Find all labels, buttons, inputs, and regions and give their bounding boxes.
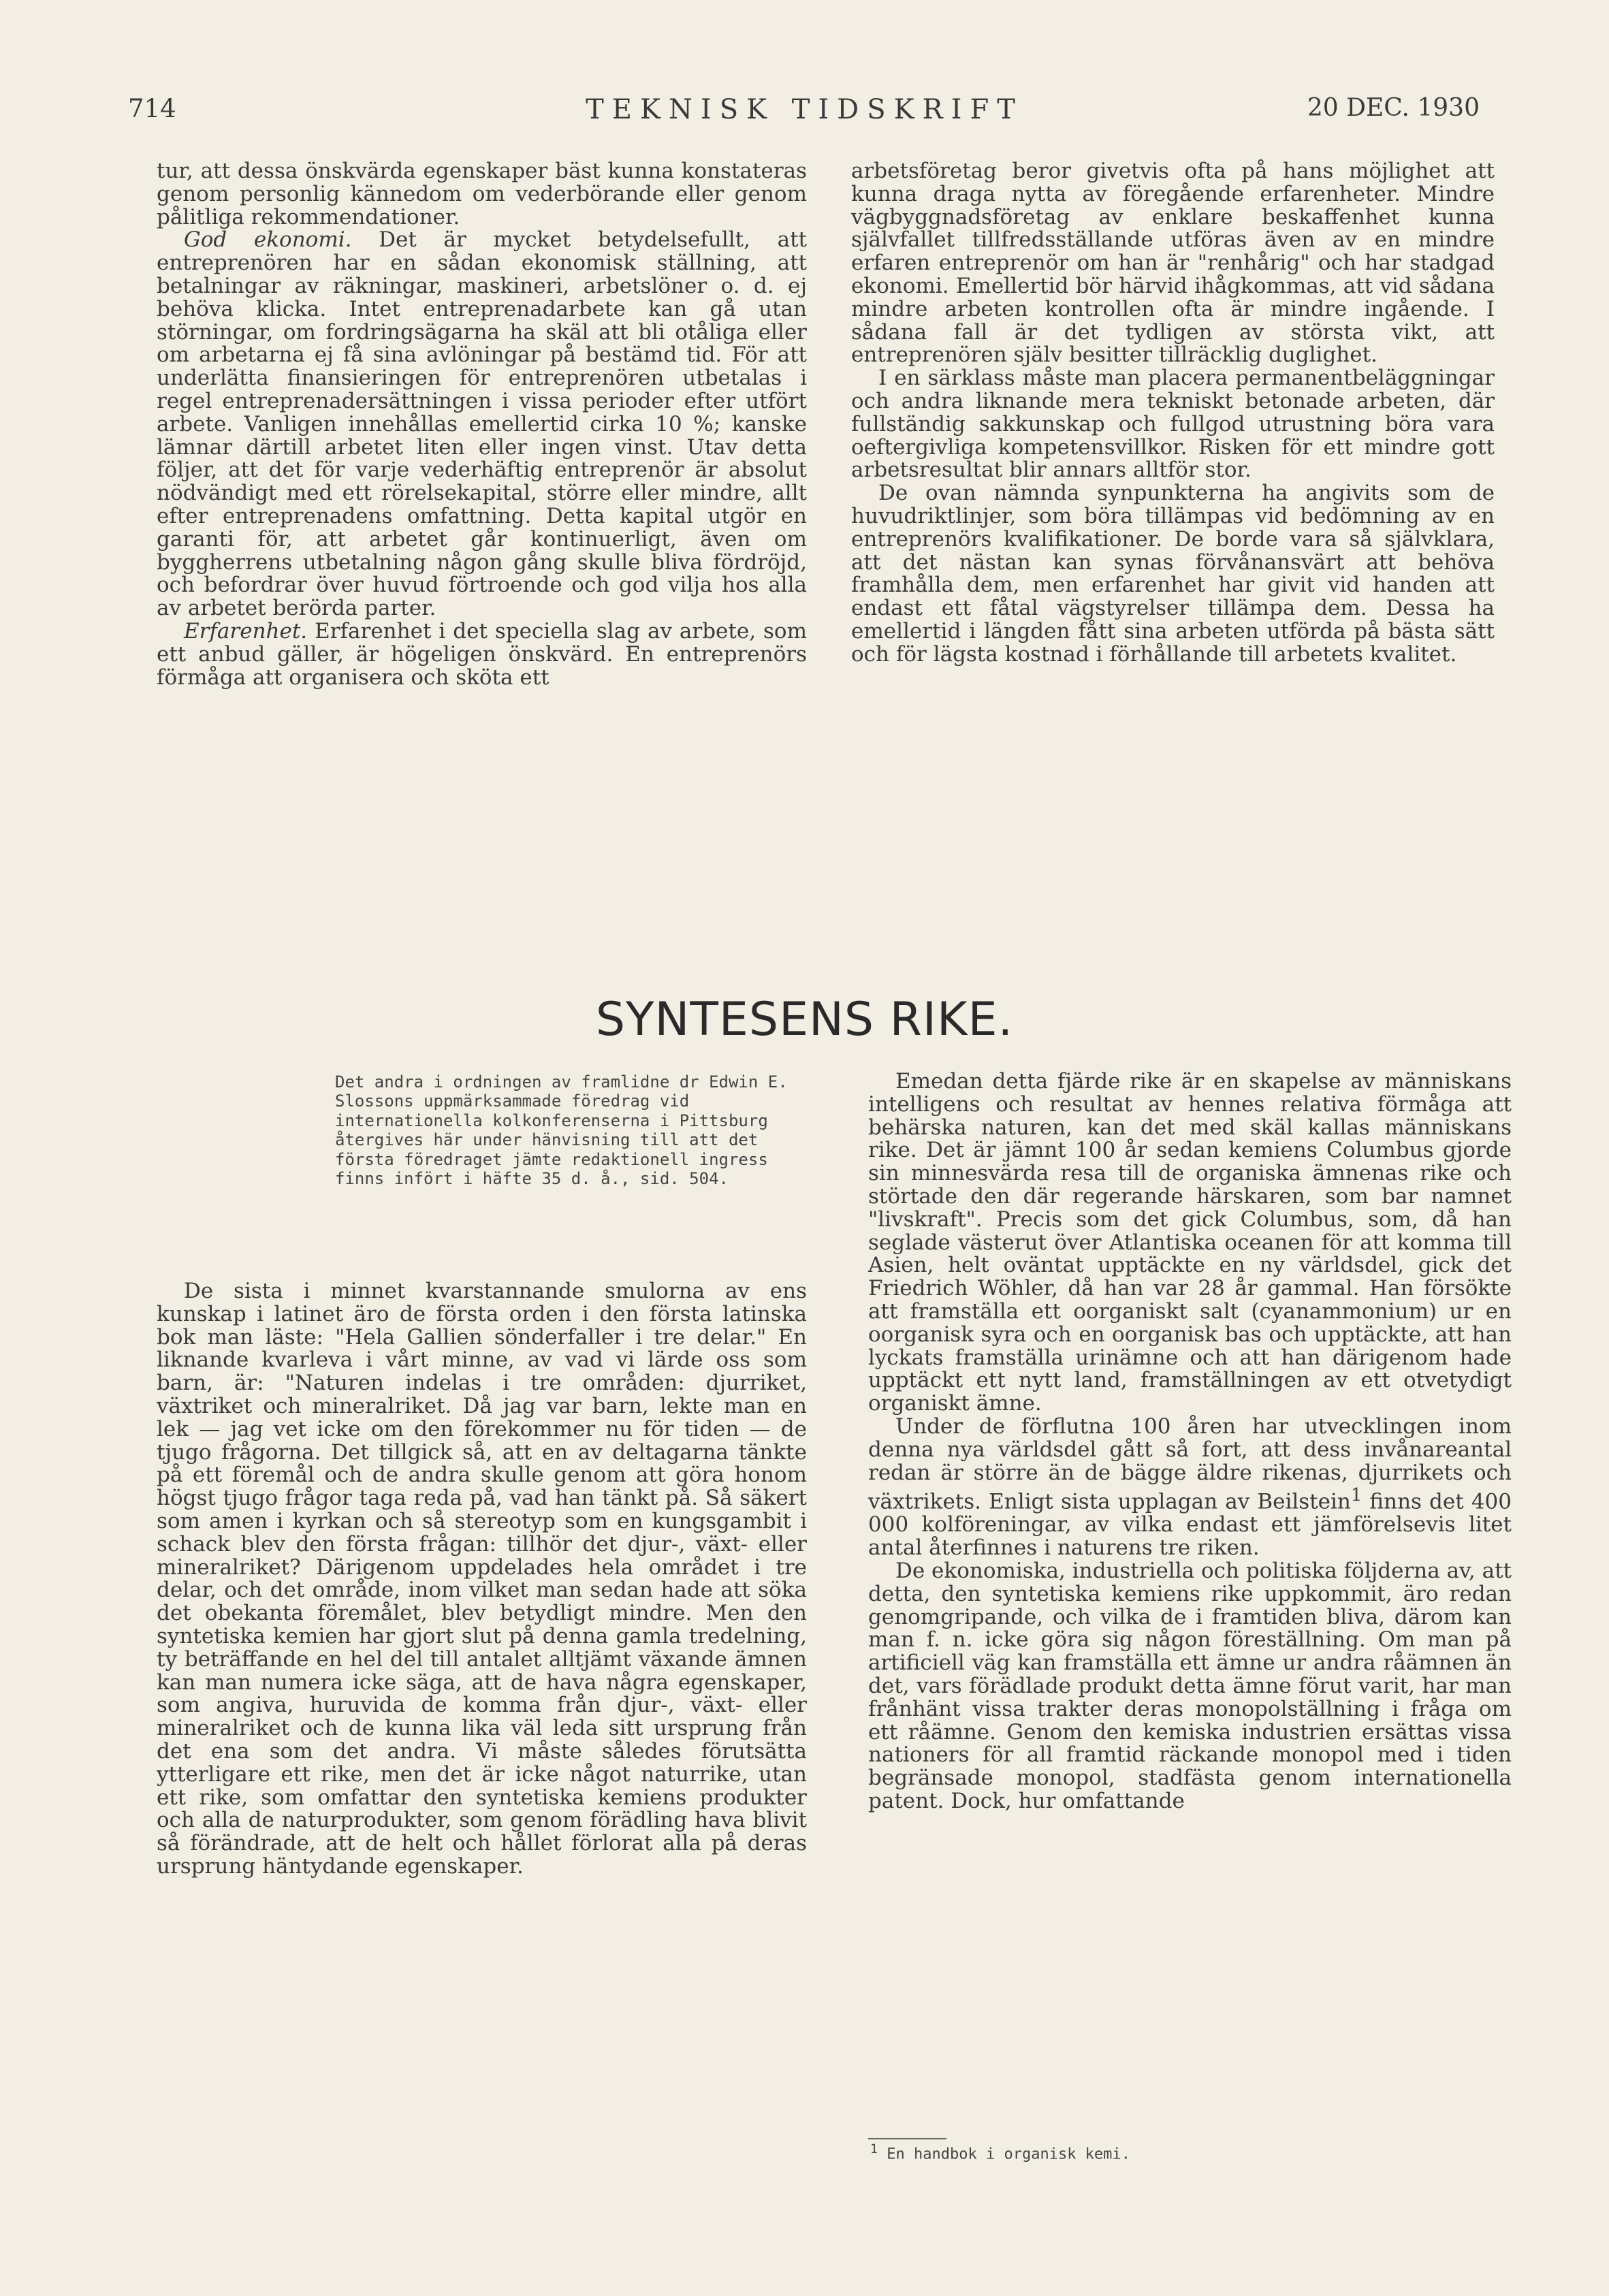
paragraph-text: Under de förflutna 100 åren har utvecklingen inom denna nya världsdel gått så fort, att dess invånareantal redan är större än de bägge äldre rikenas, djurrikets och växtrikets. Enligt sista upplagan av Beilstein: [868, 1414, 1512, 1514]
paragraph: De ovan nämnda synpunkterna ha angivits som de huvudriktlinjer, som böra tillämpas vid bedömning av en entreprenörs kvalifikationer. De borde vara så självklara, att det nästan kan synas förvånansvärt att behöva framhålla dem, men erfarenhet har givit vid handen att endast ett fåtal vägstyrelser tillämpa dem. Dessa ha emellertid i längden fått sina arbeten utförda på bästa sätt och för lägsta kostnad i förhållande till arbetets kvalitet.: [851, 481, 1495, 667]
paragraph: tur, att dessa önskvärda egenskaper bäst kunna konstateras genom personlig kännedom om vederbörande eller genom pålitliga rekommendationer.: [157, 159, 807, 229]
column-left-top: [157, 160, 807, 689]
paragraph: [157, 229, 807, 620]
paragraph: De ekonomiska, industriella och politiska följderna av, att detta, den syntetiska kemiens rike uppkommit, äro redan genomgripande, och vilka de i framtiden bliva, därom kan man f. n. icke göra sig någon föreställning. Om man på artificiell väg kan framställa ett ämne ur andra råämnen än det, vars förädlade produkt detta ämne förut varit, har man frånhänt vissa trakter deras monopolställning i fråga om ett råämne. Genom den kemiska industrien ersättas vissa nationers för all framtid räckande monopol med i tiden begränsade monopol, stadfästa genom internationella patent. Dock, hur omfattande: [868, 1559, 1512, 1814]
subheading: Erfarenhet.: [184, 618, 308, 643]
paragraph-text: Erfarenhet i det speciella slag av arbete, som ett anbud gäller, är högeligen önskvärd. En entreprenörs förmåga att organisera och sköta ett: [157, 618, 807, 690]
column-left-bottom: [157, 1280, 807, 1879]
journal-title: TEKNISK TIDSKRIFT: [586, 94, 1023, 125]
page-header: [0, 94, 1609, 135]
footnote-divider: [868, 2138, 946, 2139]
footnote-text: En handbok i organisk kemi.: [878, 2146, 1130, 2163]
paragraph: arbetsföretag beror givetvis ofta på hans möjlighet att kunna draga nytta av föregående erfarenheter. Mindre vägbyggnadsföretag av enklare beskaffenhet kunna självfallet tillfredsställande utföras även av en mindre erfaren entreprenör om han är "renhårig" och har stadgad ekonomi. Emellertid bör härvid ihågkommas, att vid sådana mindre arbeten kontrollen ofta är mindre ingående. I sådana fall är det tydligen av största vikt, att entreprenören själv besitter tillräcklig duglighet.: [851, 159, 1495, 368]
paragraph: [868, 1416, 1512, 1560]
footnote-reference: 1: [1350, 1485, 1363, 1506]
paragraph: [157, 620, 807, 689]
article-title: SYNTESENS RIKE.: [595, 993, 1014, 1047]
issue-date: 20 DEC. 1930: [1307, 94, 1480, 122]
column-right-bottom: [868, 1070, 1512, 1813]
subheading: God ekonomi.: [184, 227, 352, 253]
paragraph: Emedan detta fjärde rike är en skapelse av människans intelligens och resultat av hennes relativa förmåga att behärska naturen, kan det med skäl kallas människans rike. Det är jämnt 100 år sedan kemiens Columbus gjorde sin minnesvärda resa till de organiska ämnenas rike och störtade den där regerande härskaren, som bar namnet "livskraft". Precis som det gick Columbus, som, då han seglade västerut över Atlantiska oceanen för att komma till Asien, helt oväntat upptäckte en ny världsdel, gick det Friedrich Wöhler, då han var 28 år gammal. Han försökte att framställa ett oorganiskt salt (cyanammonium) ur en oorganisk syra och en oorganisk bas och upptäckte, att han lyckats framställa urinämne och att han därigenom hade upptäckt ett nytt land, framställningen av ett otvetydigt organiskt ämne.: [868, 1069, 1512, 1416]
paragraph-text: Det är mycket betydelsefullt, att entreprenören har en sådan ekonomisk ställning, att betalningar av räkningar, maskineri, arbetslöner o. d. ej behöva klicka. Intet entreprenadarbete kan gå utan störningar, om fordringsägarna ha skäl att bli otåliga eller om arbetarna ej få sina avlöningar på bestämd tid. För att underlätta finansieringen för entreprenören utbetalas i regel entreprenadersättningen i vissa perioder efter utfört arbete. Vanligen innehållas emellertid cirka 10 %; kanske lämnar därtill arbetet liten eller ingen vinst. Utav detta följer, att det för varje vederhäftig entreprenör är absolut nödvändigt med ett rörelsekapital, större eller mindre, allt efter entreprenadens omfattning. Detta kapital utgör en garanti för, att arbetet går kontinuerligt, även om byggherrens utbetalning någon gång skulle bliva fördröjd, och befordrar över huvud förtroende och god vilja hos alla av arbetet berörda parter.: [157, 227, 807, 621]
paragraph-text: finns det 400 000 kolföreningar, av vilka endast ett jämförelsevis litet antal återfinnes i naturens tre riken.: [868, 1489, 1512, 1561]
column-right-top: [851, 160, 1495, 667]
footnote-marker: 1: [870, 2142, 878, 2156]
article-intro: Det andra i ordningen av framlidne dr Edwin E. Slossons uppmärksammade föredrag vid internationella kolkonferenserna i Pittsburg återgives här under hänvisning till att det första föredraget jämte redaktionell ingress finns infört i häfte 35 d. å., sid. 504.: [335, 1072, 788, 1189]
paragraph: I en särklass måste man placera permanentbeläggningar och andra liknande mera tekniskt betonade arbeten, där fullständig sakkunskap och fullgod utrustning böra vara oeftergivliga kompetensvillkor. Risken för ett mindre gott arbetsresultat blir annars alltför stor.: [851, 366, 1495, 483]
paragraph: De sista i minnet kvarstannande smulorna av ens kunskap i latinet äro de första orden i den första latinska bok man läste: "Hela Gallien sönderfaller i tre delar." En liknande kvarleva i vårt minne, av vad vi lärde oss som barn, är: "Naturen indelas i tre områden: djurriket, växtriket och mineralriket. Då jag var barn, lekte man en lek — jag vet icke om den förekommer nu för tiden — de tjugo frågorna. Det tillgick så, att en av deltagarna tänkte på ett föremål och de andra skulle genom att göra honom högst tjugo frågor taga reda på, vad han tänkt på. Så säkert som amen i kyrkan och så stereotyp som en kungsgambit i schack blev den första frågan: tillhör det djur-, växt- eller mineralriket? Därigenom uppdelades hela området i tre delar, och det område, inom vilket man sedan hade att söka det obekanta föremålet, blev betydligt mindre. Men den syntetiska kemien har gjort slut på denna gamla tredelning, ty beträffande en hel del till antalet alltjämt växande ämnen kan man numera icke säga, att de hava några egenskaper, som angiva, huruvida de komma från djur-, växt- eller mineralriket och de kunna lika väl leda sitt ursprung från det ena som det andra. Vi måste således förutsätta ytterligare ett rike, men det är icke något naturrike, utan ett rike, som omfattar den syntetiska kemiens produkter och alla de naturprodukter, som genom förädling hava blivit så förändrade, att de helt och hållet förlorat alla på deras ursprung häntydande egenskaper.: [157, 1279, 807, 1879]
page-number: 714: [128, 94, 176, 123]
footnote: [870, 2142, 1130, 2163]
